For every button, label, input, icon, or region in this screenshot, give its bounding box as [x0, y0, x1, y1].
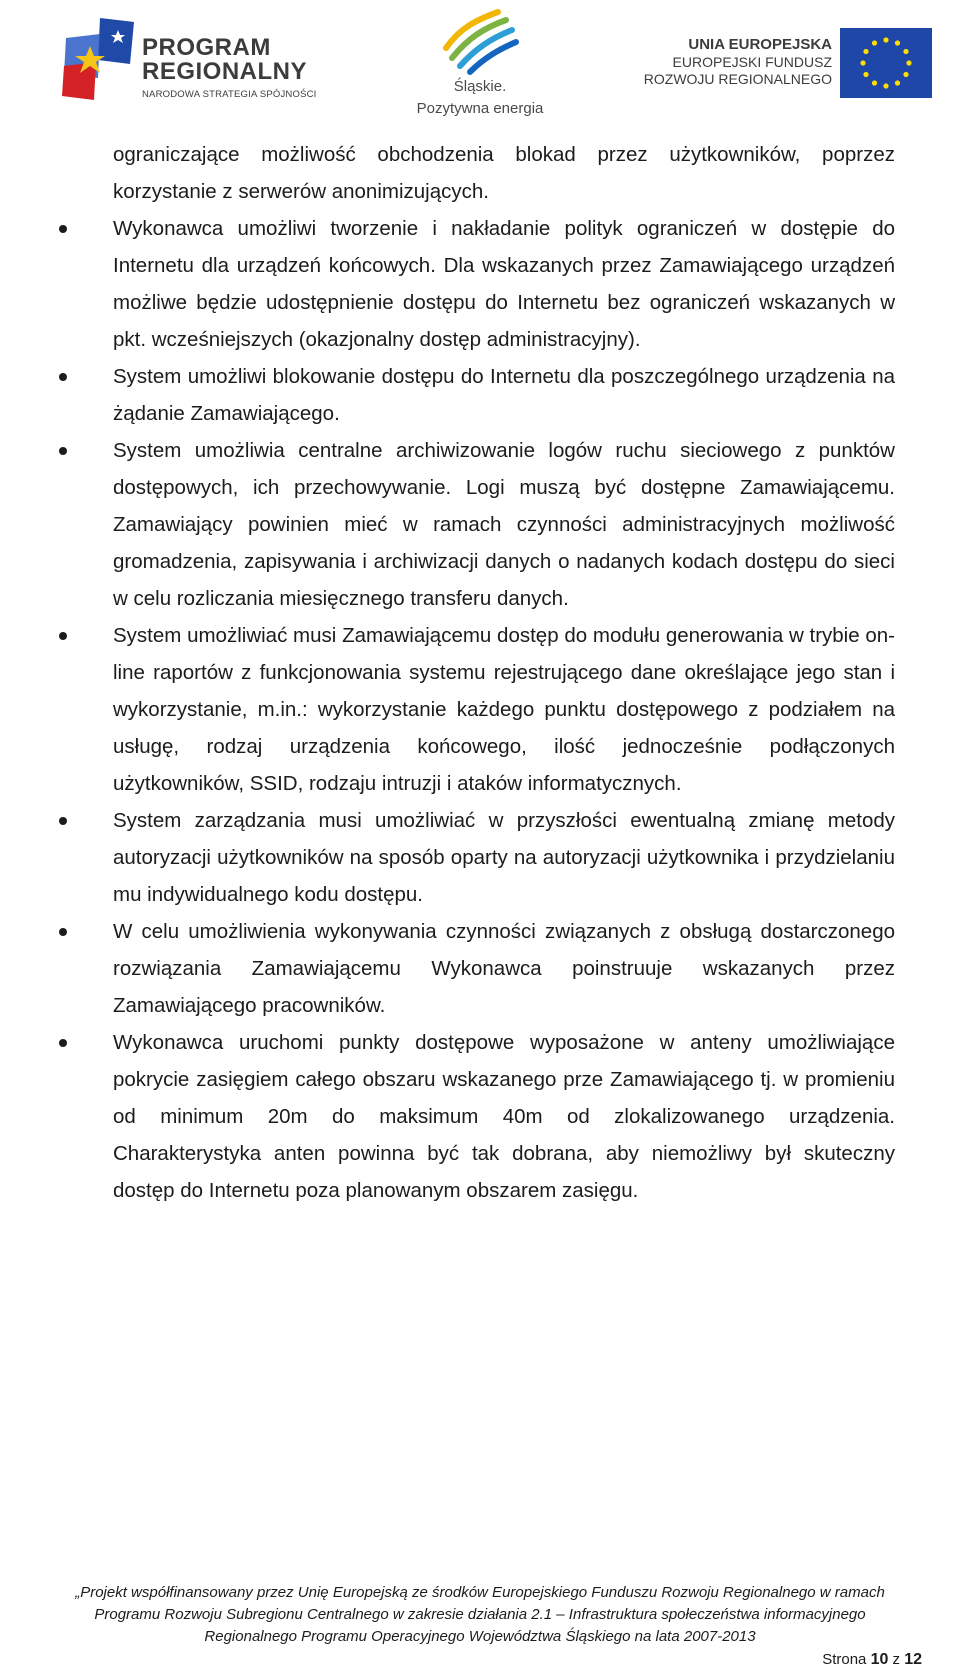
program-regionalny-logo: [60, 14, 360, 114]
list-item: [113, 617, 895, 802]
page-current: 10: [870, 1651, 889, 1668]
list-item-text: Wykonawca uruchomi punkty dostępowe wyposażone w anteny umożliwiające pokrycie zasięgiem całego obszaru wskazanego prze Zamawiającego tj. w promieniu od minimum 20m do maksimum 40m od zlokalizowanego urządzenia. Charakterystyka anten powinna być tak dobrana, aby niemożliwy był skuteczny dostęp do Internetu poza planowanym obszarem zasięgu.: [113, 1031, 895, 1202]
eu-logo-line1: UNIA EUROPEJSKA: [688, 36, 832, 53]
bullet-icon: [59, 373, 67, 381]
bullet-icon: [59, 817, 67, 825]
requirements-list: [113, 210, 895, 1209]
page-separator: z: [892, 1651, 901, 1668]
footer-line1: „Projekt współfinansowany przez Unię Europejską ze środków Europejskiego Funduszu Rozwoju Regionalnego w ramach: [75, 1584, 885, 1601]
footer-line2: Programu Rozwoju Subregionu Centralnego w zakresie działania 2.1 – Infrastruktura społeczeństwa informacyjnego: [94, 1606, 866, 1623]
slaskie-logo-tagline: Pozytywna energia: [416, 100, 544, 117]
list-item: [113, 432, 895, 617]
bullet-icon: [59, 632, 67, 640]
list-item: [113, 210, 895, 358]
bullet-icon: [59, 447, 67, 455]
page-label: Strona: [822, 1651, 867, 1668]
list-item-text: System zarządzania musi umożliwiać w przyszłości ewentualną zmianę metody autoryzacji użytkowników na sposób oparty na autoryzacji użytkownika i przydzielaniu mu indywidualnego kodu dostępu.: [113, 809, 895, 906]
list-item-text: System umożliwi blokowanie dostępu do Internetu dla poszczególnego urządzenia na żądanie Zamawiającego.: [113, 365, 895, 425]
eu-flag-icon: [840, 28, 932, 98]
list-item-text: System umożliwia centralne archiwizowanie logów ruchu sieciowego z punktów dostępowych, ich przechowywanie. Logi muszą być dostępne Zamawiającemu. Zamawiający powinien mieć w ramach czynności administracyjnych możliwość gromadzenia, zapisywania i archiwizacji danych o nadanych kodach dostępu do sieci w celu rozliczania miesięcznego transferu danych.: [113, 439, 895, 610]
page-total: 12: [904, 1651, 922, 1668]
bullet-icon: [59, 1039, 67, 1047]
document-body: [113, 136, 895, 1209]
program-logo-line1: PROGRAM: [142, 34, 271, 61]
program-logo-line2: REGIONALNY: [142, 58, 308, 85]
eu-fund-logo: [620, 22, 940, 102]
eu-logo-line2: EUROPEJSKI FUNDUSZ: [672, 54, 832, 70]
page-number: [822, 1651, 922, 1669]
list-item: [113, 802, 895, 913]
slaskie-logo: [400, 8, 560, 124]
page-footer: [0, 1582, 960, 1648]
program-logo-line3: NARODOWA STRATEGIA SPÓJNOŚCI: [142, 89, 317, 100]
list-item: [113, 1024, 895, 1209]
bullet-icon: [59, 225, 67, 233]
continuation-paragraph: ograniczające możliwość obchodzenia blokad przez użytkowników, poprzez korzystanie z serwerów anonimizujących.: [113, 143, 895, 203]
program-regionalny-emblem-icon: [60, 16, 136, 102]
footer-line3: Regionalnego Programu Operacyjnego Województwa Śląskiego na lata 2007-2013: [204, 1628, 756, 1645]
list-item-text: System umożliwiać musi Zamawiającemu dostęp do modułu generowania w trybie on-line raportów z funkcjonowania systemu rejestrującego dane określające jego stan i wykorzystanie, m.in.: wykorzystanie każdego punktu dostępowego z podziałem na usługę, rodzaj urządzenia końcowego, ilość jednocześnie podłączonych użytkowników, SSID, rodzaju intruzji i ataków informatycznych.: [113, 624, 895, 795]
eu-logo-line3: ROZWOJU REGIONALNEGO: [643, 71, 832, 87]
list-item: [113, 913, 895, 1024]
list-item-text: Wykonawca umożliwi tworzenie i nakładanie polityk ograniczeń w dostępie do Internetu dla urządzeń końcowych. Dla wskazanych przez Zamawiającego urządzeń możliwe będzie udostępnienie dostępu do Internetu bez ograniczeń wskazanych w pkt. wcześniejszych (okazjonalny dostęp administracyjny).: [113, 217, 895, 351]
slaskie-logo-name: Śląskie.: [453, 78, 507, 95]
bullet-icon: [59, 928, 67, 936]
list-item-text: W celu umożliwienia wykonywania czynności związanych z obsługą dostarczonego rozwiązania Zamawiającemu Wykonawca poinstruuje wskazanych przez Zamawiającego pracowników.: [113, 920, 895, 1017]
page-header: [0, 0, 960, 130]
list-item: [113, 358, 895, 432]
slaskie-waves-icon: [440, 8, 520, 76]
